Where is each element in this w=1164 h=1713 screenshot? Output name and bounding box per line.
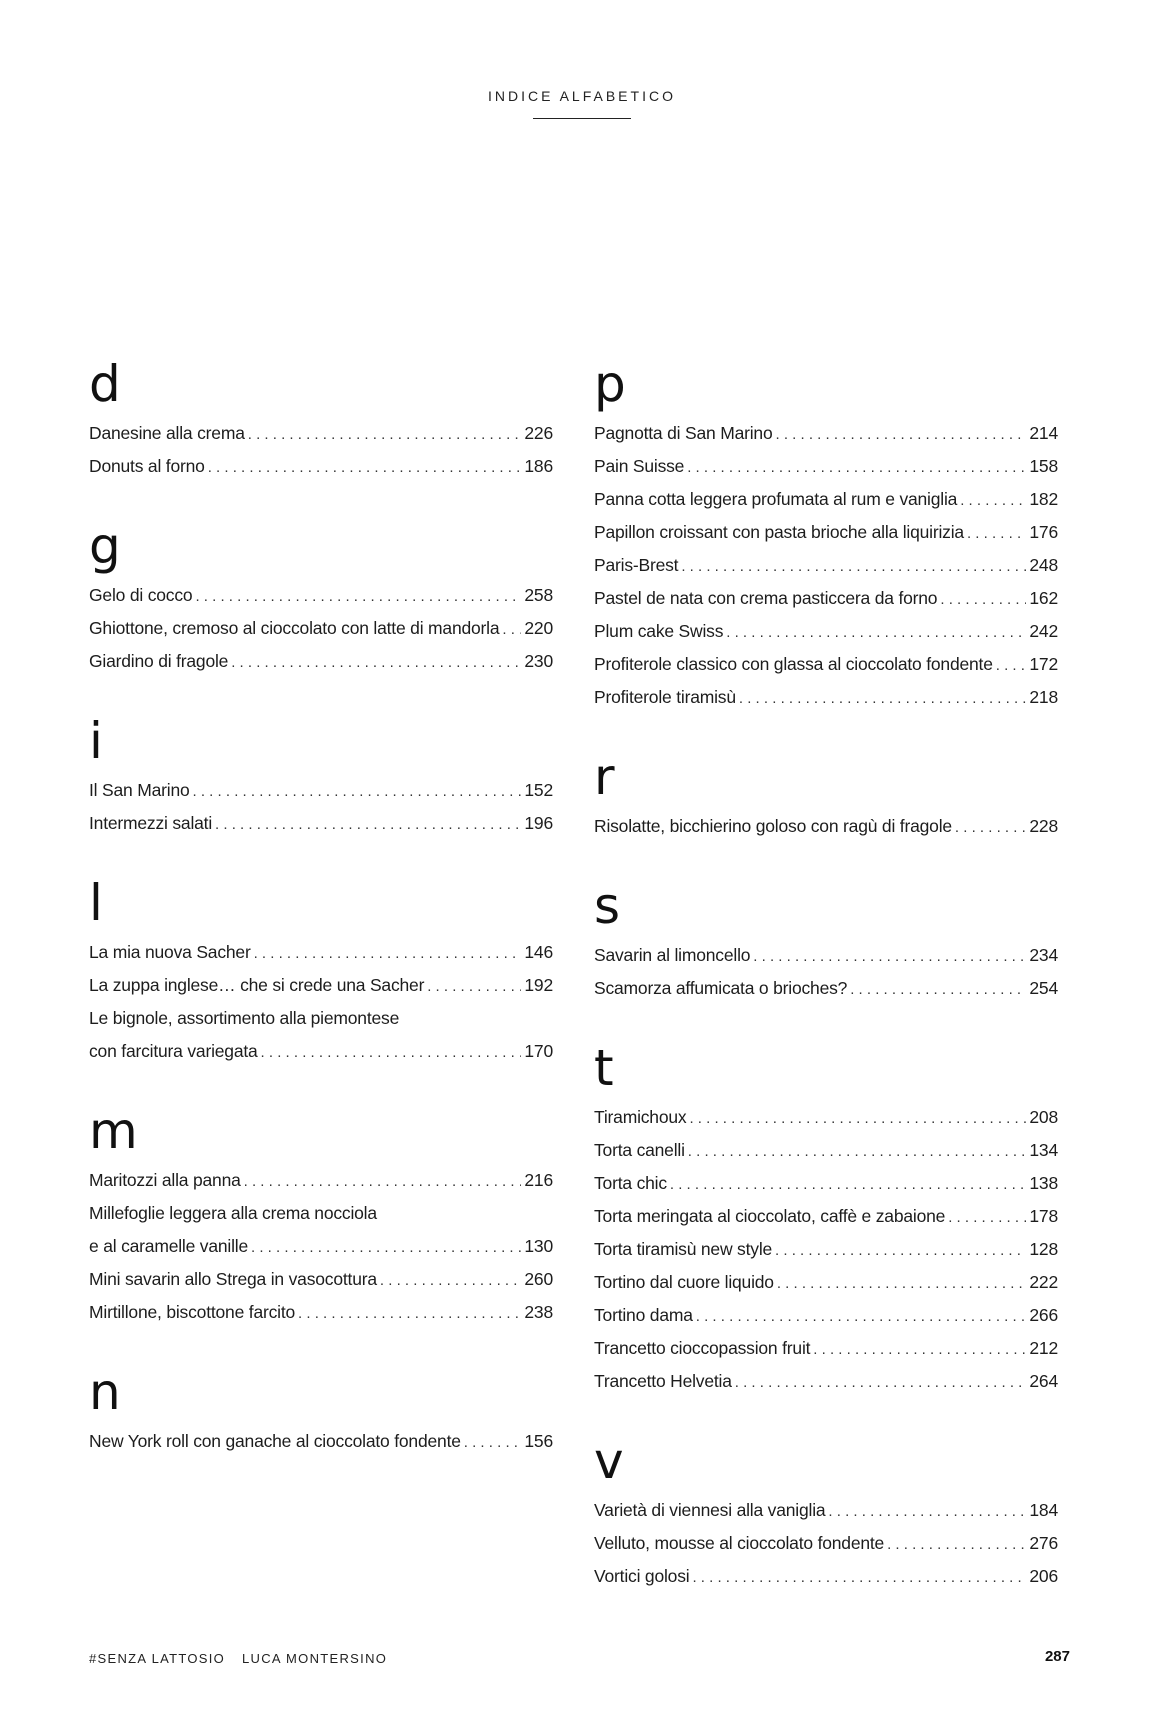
index-entry [594, 1134, 1058, 1167]
entry-page-number: 238 [524, 1302, 553, 1322]
index-entry [594, 1332, 1058, 1365]
entry-title: Mini savarin allo Strega in vasocottura [89, 1269, 377, 1289]
dot-leader [753, 940, 1026, 973]
footer-author: LUCA MONTERSINO [241, 1651, 388, 1666]
dot-leader [231, 646, 521, 679]
entry-page-number: 172 [1029, 654, 1058, 674]
section-letter: l [89, 874, 103, 932]
section-letter: r [594, 748, 615, 806]
index-entry [89, 1164, 553, 1197]
index-entry [594, 1560, 1058, 1593]
dot-leader [940, 583, 1026, 616]
dot-leader [948, 1201, 1026, 1234]
entry-page-number: 178 [1029, 1206, 1058, 1226]
footer-hashtag: #SENZA LATTOSIO [89, 1651, 226, 1666]
entry-title: Il San Marino [89, 780, 190, 800]
dot-leader [887, 1528, 1026, 1561]
index-entry [89, 936, 553, 969]
index-entry [594, 1233, 1058, 1266]
dot-leader [427, 970, 521, 1003]
title-underline [533, 118, 631, 119]
dot-leader [208, 451, 522, 484]
dot-leader [380, 1264, 521, 1297]
entry-title: Torta chic [594, 1173, 667, 1193]
footer-credits [89, 1651, 387, 1666]
entry-page-number: 152 [524, 780, 553, 800]
index-entry [89, 1002, 553, 1035]
section-gap [594, 714, 1058, 748]
entry-title: Varietà di viennesi alla vaniglia [594, 1500, 826, 1520]
entry-title: Pastel de nata con crema pasticcera da forno [594, 588, 938, 608]
page-title: INDICE ALFABETICO [488, 88, 676, 104]
entry-title: Tiramichoux [594, 1107, 687, 1127]
index-entry [594, 615, 1058, 648]
entry-title: Tortino dama [594, 1305, 693, 1325]
index-entry [89, 579, 553, 612]
entry-page-number: 230 [524, 651, 553, 671]
dot-leader [776, 418, 1027, 451]
entry-page-number: 134 [1029, 1140, 1058, 1160]
dot-leader [502, 613, 521, 646]
section-gap [89, 1068, 553, 1102]
entry-page-number: 264 [1029, 1371, 1058, 1391]
dot-leader [248, 418, 522, 451]
dot-leader [688, 1135, 1027, 1168]
dot-leader [828, 1495, 1026, 1528]
section-gap [594, 1398, 1058, 1432]
dot-leader [692, 1561, 1026, 1594]
dot-leader [696, 1300, 1027, 1333]
index-entry [89, 417, 553, 450]
index-entry [89, 1230, 553, 1263]
entry-title: Giardino di fragole [89, 651, 229, 671]
index-section-p [594, 355, 1058, 714]
index-entry [594, 1299, 1058, 1332]
dot-leader [813, 1333, 1026, 1366]
entry-page-number: 218 [1029, 687, 1058, 707]
entry-page-number: 260 [524, 1269, 553, 1289]
entry-page-number: 162 [1029, 588, 1058, 608]
dot-leader [254, 937, 522, 970]
section-gap [89, 678, 553, 712]
index-entry [594, 1200, 1058, 1233]
entry-title: Vortici golosi [594, 1566, 690, 1586]
entry-page-number: 158 [1029, 456, 1058, 476]
index-entry [89, 774, 553, 807]
entry-page-number: 170 [524, 1041, 553, 1061]
index-section-t [594, 1039, 1058, 1398]
entry-page-number: 242 [1029, 621, 1058, 641]
entry-page-number: 176 [1029, 522, 1058, 542]
entry-page-number: 206 [1029, 1566, 1058, 1586]
entry-page-number: 196 [524, 813, 553, 833]
index-column-right [594, 355, 1058, 1593]
index-entry [594, 648, 1058, 681]
index-entry [89, 969, 553, 1002]
entry-title: con farcitura variegata [89, 1041, 258, 1061]
dot-leader [996, 649, 1027, 682]
entry-title: Millefoglie leggera alla crema nocciola [89, 1203, 377, 1223]
entry-title: Mirtillone, biscottone farcito [89, 1302, 296, 1322]
index-section-s [594, 877, 1058, 1005]
entry-title: Maritozzi alla panna [89, 1170, 241, 1190]
index-entry [594, 1101, 1058, 1134]
entry-title: Tortino dal cuore liquido [594, 1272, 774, 1292]
entry-title: Savarin al limoncello [594, 945, 751, 965]
entry-title: Pain Suisse [594, 456, 685, 476]
dot-leader [726, 616, 1026, 649]
entry-title: Profiterole tiramisù [594, 687, 736, 707]
entry-page-number: 234 [1029, 945, 1058, 965]
index-entry [594, 483, 1058, 516]
index-section-r [594, 748, 1058, 843]
entry-title: Ghiottone, cremoso al cioccolato con latte di mandorla [89, 618, 500, 638]
entry-page-number: 212 [1029, 1338, 1058, 1358]
entry-page-number: 266 [1029, 1305, 1058, 1325]
index-entry [89, 1035, 553, 1068]
dot-leader [687, 451, 1026, 484]
entry-title: Torta canelli [594, 1140, 685, 1160]
section-gap [594, 843, 1058, 877]
section-letter: v [594, 1432, 624, 1490]
dot-leader [464, 1426, 522, 1459]
entry-page-number: 184 [1029, 1500, 1058, 1520]
dot-leader [681, 550, 1026, 583]
entry-title: Paris-Brest [594, 555, 679, 575]
section-letter: g [89, 517, 121, 575]
entry-title: Velluto, mousse al cioccolato fondente [594, 1533, 885, 1553]
entry-title: Torta meringata al cioccolato, caffè e zabaione [594, 1206, 946, 1226]
section-gap [594, 1005, 1058, 1039]
entry-page-number: 130 [524, 1236, 553, 1256]
index-section-m [89, 1102, 553, 1329]
entry-page-number: 248 [1029, 555, 1058, 575]
entry-page-number: 192 [524, 975, 553, 995]
entry-title: Le bignole, assortimento alla piemontese [89, 1008, 400, 1028]
page-number: 287 [1044, 1648, 1070, 1665]
index-entry [594, 681, 1058, 714]
index-section-i [89, 712, 553, 840]
index-entry [89, 1197, 553, 1230]
index-section-d [89, 355, 553, 483]
index-column-left [89, 355, 553, 1458]
entry-title: Papillon croissant con pasta brioche alla liquirizia [594, 522, 964, 542]
index-entry [594, 582, 1058, 615]
entry-page-number: 220 [524, 618, 553, 638]
entry-title: Trancetto cioccopassion fruit [594, 1338, 811, 1358]
index-entry [594, 810, 1058, 843]
dot-leader [261, 1036, 522, 1069]
index-entry [89, 1263, 553, 1296]
entry-title: La mia nuova Sacher [89, 942, 251, 962]
entry-page-number: 258 [524, 585, 553, 605]
index-entry [594, 516, 1058, 549]
entry-page-number: 222 [1029, 1272, 1058, 1292]
entry-page-number: 146 [524, 942, 553, 962]
index-entry [594, 972, 1058, 1005]
entry-page-number: 182 [1029, 489, 1058, 509]
index-entry [594, 1266, 1058, 1299]
index-section-n [89, 1363, 553, 1458]
index-section-l [89, 874, 553, 1068]
entry-page-number: 276 [1029, 1533, 1058, 1553]
entry-title: Intermezzi salati [89, 813, 213, 833]
index-entry [594, 450, 1058, 483]
dot-leader [298, 1297, 521, 1330]
entry-title: New York roll con ganache al cioccolato fondente [89, 1431, 461, 1451]
dot-leader [195, 580, 521, 613]
entry-title: Pagnotta di San Marino [594, 423, 773, 443]
entry-page-number: 128 [1029, 1239, 1058, 1259]
dot-leader [735, 1366, 1027, 1399]
index-entry [89, 1296, 553, 1329]
index-entry [594, 1494, 1058, 1527]
section-gap [89, 1329, 553, 1363]
index-entry [594, 1365, 1058, 1398]
dot-leader [967, 517, 1026, 550]
index-entry [594, 417, 1058, 450]
dot-leader [215, 808, 521, 841]
section-letter: i [89, 712, 103, 770]
index-entry [89, 807, 553, 840]
index-entry [594, 549, 1058, 582]
entry-page-number: 138 [1029, 1173, 1058, 1193]
entry-page-number: 214 [1029, 423, 1058, 443]
index-entry [594, 1167, 1058, 1200]
section-letter: p [594, 355, 626, 413]
dot-leader [251, 1231, 521, 1264]
section-gap [89, 840, 553, 874]
dot-leader [775, 1234, 1026, 1267]
index-entry [89, 645, 553, 678]
dot-leader [850, 973, 1026, 1006]
entry-title: Torta tiramisù new style [594, 1239, 773, 1259]
entry-title: e al caramelle vanille [89, 1236, 249, 1256]
dot-leader [739, 682, 1027, 715]
entry-title: Scamorza affumicata o brioches? [594, 978, 848, 998]
dot-leader [670, 1168, 1027, 1201]
index-entry [594, 1527, 1058, 1560]
section-gap [89, 483, 553, 517]
entry-page-number: 216 [524, 1170, 553, 1190]
entry-title: Profiterole classico con glassa al cioccolato fondente [594, 654, 993, 674]
entry-title: Danesine alla crema [89, 423, 245, 443]
entry-title: Trancetto Helvetia [594, 1371, 732, 1391]
index-entry [89, 612, 553, 645]
dot-leader [960, 484, 1026, 517]
entry-title: Risolatte, bicchierino goloso con ragù di fragole [594, 816, 952, 836]
dot-leader [955, 811, 1026, 844]
entry-title: Gelo di cocco [89, 585, 193, 605]
dot-leader [689, 1102, 1026, 1135]
section-letter: n [89, 1363, 121, 1421]
entry-page-number: 208 [1029, 1107, 1058, 1127]
entry-title: La zuppa inglese… che si crede una Sacher [89, 975, 425, 995]
entry-page-number: 186 [524, 456, 553, 476]
entry-title: Donuts al forno [89, 456, 205, 476]
dot-leader [193, 775, 522, 808]
entry-title: Plum cake Swiss [594, 621, 724, 641]
dot-leader [244, 1165, 522, 1198]
section-letter: m [89, 1102, 138, 1160]
section-letter: d [89, 355, 121, 413]
entry-page-number: 156 [524, 1431, 553, 1451]
entry-title: Panna cotta leggera profumata al rum e vaniglia [594, 489, 958, 509]
dot-leader [777, 1267, 1027, 1300]
entry-page-number: 254 [1029, 978, 1058, 998]
entry-page-number: 226 [524, 423, 553, 443]
section-letter: t [594, 1039, 614, 1097]
index-section-v [594, 1432, 1058, 1593]
section-letter: s [594, 877, 621, 935]
entry-page-number: 228 [1029, 816, 1058, 836]
index-entry [594, 939, 1058, 972]
index-entry [89, 450, 553, 483]
index-entry [89, 1425, 553, 1458]
index-section-g [89, 517, 553, 678]
